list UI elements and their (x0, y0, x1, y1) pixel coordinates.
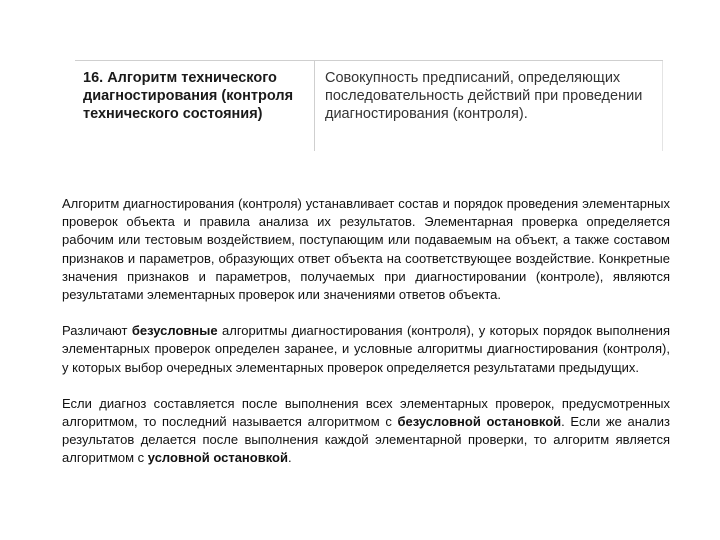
term-conditional-stop: условной остановкой (147, 450, 288, 466)
term-unconditional-stop: безусловной остановкой (397, 414, 562, 430)
definition-term-cell (75, 61, 315, 151)
definition-table (75, 60, 663, 151)
body-text (62, 195, 670, 486)
paragraph-3-before: Если диагноз составляется после выполнения всех элементарных проверок, предусмотренных алгоритмом, то последний называется алгоритмом с (62, 395, 670, 430)
paragraph-2-after: алгоритмы диагностирования (контроля), у которых порядок выполнения элементарных проверок определен заранее, и условные алгоритмы диагностирования (контроля), у которых выбор очередных элементарных проверок определяется результатами предыдущих. (62, 323, 670, 375)
definition-description-cell (315, 61, 663, 151)
paragraph-3-middle: . Если же анализ результатов делается после выполнения каждой элементарной проверки, то алгоритм является алгоритмом с (62, 414, 670, 466)
paragraph-2 (62, 322, 670, 377)
paragraph-1-text: Алгоритм диагностирования (контроля) устанавливает состав и порядок проведения элементарных проверок объекта и правила анализа их результатов. Элементарная проверка определяется рабочим или тестовым воздействием, поступающим или подаваемым на объект, а также составом признаков и параметров, образующих ответ объекта на соответствующее воздействие. Конкретные значения признаков и параметров, получаемых при диагностировании (контроле), являются результатами элементарных проверок или значениями ответов объекта. (62, 196, 670, 303)
paragraph-2-before: Различают (62, 323, 132, 339)
term-unconditional: безусловные (131, 323, 218, 339)
definition-description: Совокупность предписаний, определяющих последовательность действий при проведении диагностирования (контроля). (325, 70, 643, 122)
definition-term: Алгоритм технического диагностирования (контроля технического состояния) (83, 70, 294, 122)
paragraph-3-end: . (287, 450, 292, 466)
paragraph-1 (62, 195, 670, 304)
definition-number: 16. (83, 70, 104, 86)
paragraph-3 (62, 395, 670, 468)
